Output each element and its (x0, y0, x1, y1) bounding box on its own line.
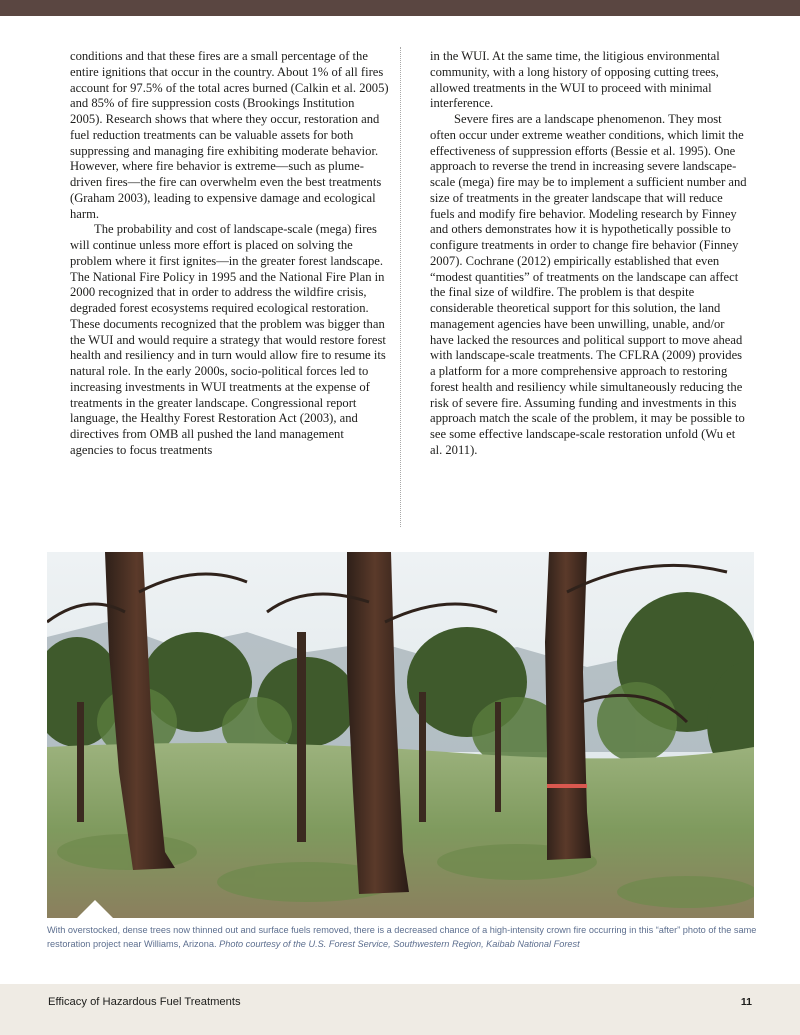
paragraph: in the WUI. At the same time, the litigious environmental community, with a long history of opposing cutting trees, allowed treatments in the WUI to proceed with minimal interference. (430, 49, 720, 111)
paragraph: The probability and cost of landscape-scale (mega) fires will continue unless more effort is placed on solving the problem where it first ignites—in the greater forest landscape. The National Fire Policy in 1995 and the National Fire Plan in 2000 recognized that in order to address the wildfire crisis, degraded forest ecosystems required ecological restoration. These documents recognized that the problem was bigger than the WUI and would require a strategy that would restore forest health and resiliency and in turn would allow fire to resume its natural role. In the early 2000s, socio-political forces led to increasing investments in WUI treatments at the expense of treatments in the greater landscape. Congressional report language, the Healthy Forest Restoration Act (2003), and directives from OMB all pushed the land management agencies to focus treatments (70, 222, 386, 457)
photo-credit: Photo courtesy of the U.S. Forest Service, Southwestern Region, Kaibab National Forest (219, 938, 580, 949)
footer-title: Efficacy of Hazardous Fuel Treatments (48, 996, 241, 1008)
top-color-band (0, 0, 800, 16)
caption-pointer-icon (77, 900, 113, 918)
article-right-column (430, 49, 750, 459)
column-divider (400, 47, 401, 527)
page-footer (0, 984, 800, 1035)
caption-text: With overstocked, dense trees now thinned out and surface fuels removed, there is a decreased chance of a high-intensity crown fire occurring in this “after” photo of the same restoration project near Williams, Arizona. (47, 925, 757, 949)
photo-caption (47, 924, 759, 951)
paragraph: conditions and that these fires are a small percentage of the entire ignitions that occur in the country. About 1% of all fires account for 97.5% of the total acres burned (Calkin et al. 2005) and 85% of fire suppression costs (Brookings Institution 2005). Research shows that where they occur, restoration and fuel reduction treatments can be valuable assets for both suppressing and managing fire exhibiting moderate behavior. However, where fire behavior is extreme—such as plume-driven fires—the fire can overwhelm even the best treatments (Graham 2003), leading to expensive damage and ecological harm. (70, 49, 389, 221)
article-left-column (70, 49, 390, 459)
paragraph: Severe fires are a landscape phenomenon. They most often occur under extreme weather conditions, which limit the effectiveness of suppression efforts (Bessie et al. 1995). One approach to reverse the trend in increasing severe landscape-scale (mega) fire may be to implement a sufficient number and size of treatments in the greater landscape that will reduce fuels and modify fire behavior. Modeling research by Finney and others demonstrates how it is hypothetically possible to configure treatments in order to change fire behavior (Finney 2007). Cochrane (2012) empirically established that even “modest quantities” of treatments on the landscape can affect the final size of wildfire. The problem is that despite considerable theoretical support for this solution, the land management agencies have been unwilling, unable, and/or have lacked the resources and political support to move ahead with landscape-scale treatments. The CFLRA (2009) provides a platform for a more comprehensive approach to restoring forest health and resiliency while simultaneously reducing the risk of severe fire. Assuming funding and investments in this approach match the scale of the problem, it may be possible to see some effective landscape-scale restoration unfold (Wu et al. 2011). (430, 112, 747, 457)
forest-restoration-photo (47, 552, 754, 918)
page-number: 11 (740, 996, 752, 1008)
forest-photo-illustration (47, 552, 754, 918)
